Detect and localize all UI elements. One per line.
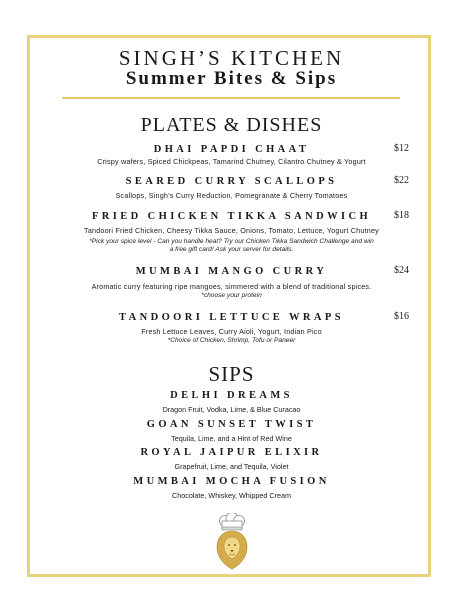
dish-price: $24 xyxy=(394,265,409,276)
dish-description: Crispy wafers, Spiced Chickpeas, Tamarind Chutney, Cilantro Chutney & Yogurt xyxy=(97,157,366,166)
dish-name: DHAI PAPDI CHAAT xyxy=(153,144,310,155)
dish-note: a free gift card! Ask your server for details. xyxy=(169,246,294,253)
dish-name: MUMBAI MANGO CURRY xyxy=(135,266,328,277)
dish-note: *Pick your spice level - Can you handle heat? Try our Chicken Tikka Sandwich Challenge and win xyxy=(89,238,374,245)
drink-description: Dragon Fruit, Vodka, Lime, & Blue Curacao xyxy=(162,405,301,414)
dish-description: Fresh Lettuce Leaves, Curry Aioli, Yogurt, Indian Pico xyxy=(141,327,322,336)
dish-price: $16 xyxy=(394,311,409,322)
dish-name: TANDOORI LETTUCE WRAPS xyxy=(119,312,344,323)
dish-name: SEARED CURRY SCALLOPS xyxy=(125,176,338,187)
drink-description: Tequila, Lime, and a Hint of Red Wine xyxy=(171,434,292,443)
dish-price: $22 xyxy=(394,175,409,186)
menu-title: Summer Bites & Sips xyxy=(125,68,338,89)
drink-name: ROYAL JAIPUR ELIXIR xyxy=(140,447,323,458)
dish-note: *Choice of Chicken, Shrimp, Tofu or Paneer xyxy=(167,337,296,344)
dish-price: $18 xyxy=(394,210,409,221)
plates-heading: PLATES & DISHES xyxy=(140,114,323,136)
dish-description: Scallops, Singh’s Curry Reduction, Pomegranate & Cherry Tomatoes xyxy=(115,191,348,200)
dish-name: FRIED CHICKEN TIKKA SANDWICH xyxy=(91,211,372,222)
chef-lion-crest-icon xyxy=(210,513,254,571)
title-divider xyxy=(62,97,400,99)
drink-name: DELHI DREAMS xyxy=(170,390,293,401)
drink-description: Chocolate, Whiskey, Whipped Cream xyxy=(172,491,291,500)
drink-name: MUMBAI MOCHA FUSION xyxy=(133,476,330,487)
restaurant-name: SINGH’S KITCHEN xyxy=(118,46,345,70)
dish-description: Tandoori Fried Chicken, Cheesy Tikka Sauce, Onions, Tomato, Lettuce, Yogurt Chutney xyxy=(84,226,379,235)
dish-description: Aromatic curry featuring ripe mangoes, simmered with a blend of traditional spices. xyxy=(91,282,372,291)
dish-note: *choose your protein xyxy=(201,292,262,299)
sips-heading: SIPS xyxy=(208,362,255,386)
drink-name: GOAN SUNSET TWIST xyxy=(146,419,317,430)
drink-description: Grapefruit, Lime, and Tequila, Violet xyxy=(174,462,289,471)
dish-price: $12 xyxy=(394,143,409,154)
